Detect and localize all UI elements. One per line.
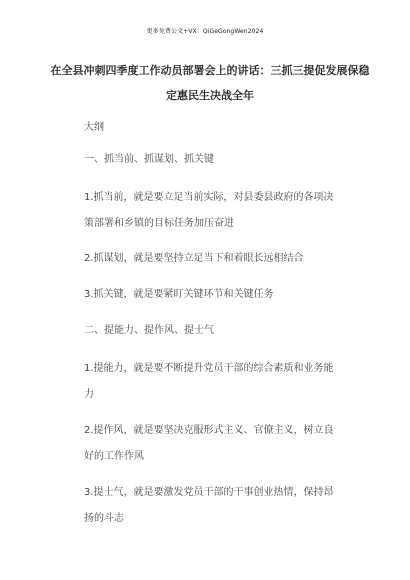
outline-item-1-1: 1.抓当前，就是要立足当前实际，对县委县政府的各项决策部署和乡镇的目标任务加压奋进 xyxy=(84,192,334,229)
outline-item-2-2: 2.提作风，就是要坚决克服形式主义、官僚主义，树立良好的工作作风 xyxy=(84,425,334,462)
outline-item-1-3: 3.抓关键，就是要紧盯关键环节和关键任务 xyxy=(84,289,274,300)
outline-item-2-1: 1.提能力，就是要不断提升党员干部的综合素质和业务能力 xyxy=(84,363,334,400)
outline-item-2-3: 3.提士气，就是要激发党员干部的干事创业热情，保持昂扬的斗志 xyxy=(84,487,334,524)
outline-item-1-2: 2.抓谋划，就是要坚持立足当下和着眼长远相结合 xyxy=(84,253,304,264)
header-watermark: 更多免费公文+VX：QiGeGongWen2024 xyxy=(146,28,264,35)
section-heading-1: 一、抓当前、抓谋划、抓关键 xyxy=(84,154,214,165)
document-title: 在全县冲刺四季度工作动员部署会上的讲话：三抓三提促发展保稳定惠民生决战全年 xyxy=(50,64,370,102)
section-heading-2: 二、提能力、提作风、提士气 xyxy=(84,325,214,336)
outline-label: 大纲 xyxy=(84,122,104,133)
